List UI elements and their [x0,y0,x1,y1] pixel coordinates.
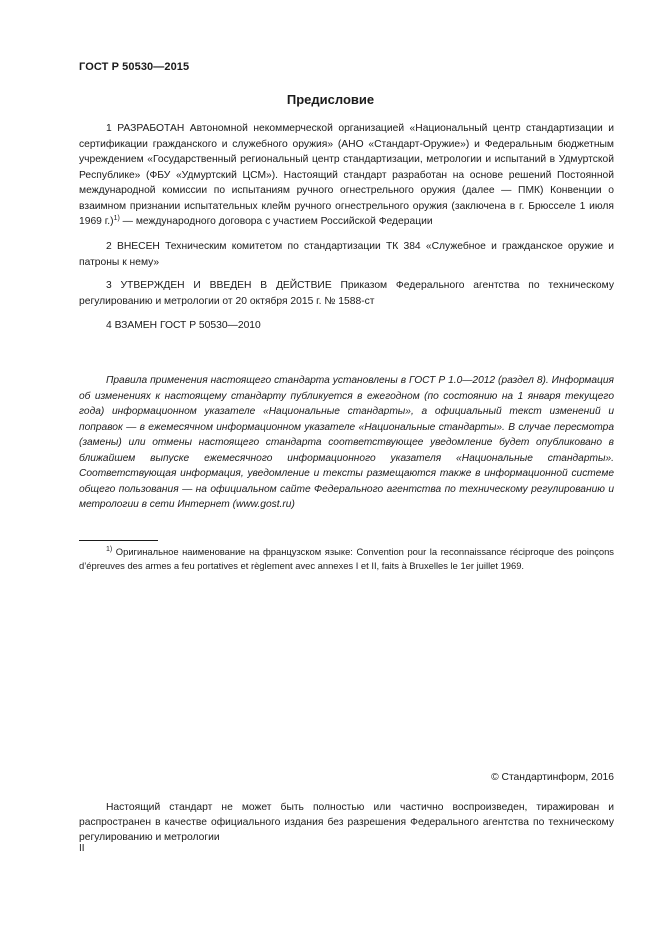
reproduction-notice-text: Настоящий стандарт не может быть полностью или частично воспроизведен, тиражирован и распространен в качестве официального издания без разрешения Федерального агентства по техническому регулированию и метрологии [79,802,614,843]
foreword-item-1-tail: — международного договора с участием Российской Федерации [119,216,433,227]
foreword-item-3-text: 3 УТВЕРЖДЕН И ВВЕДЕН В ДЕЙСТВИЕ Приказом Федерального агентства по техническому регулированию и метрологии от 20 октября 2015 г. № 1588-ст [79,280,614,307]
footnote-text: Оригинальное наименование на французском языке: Convention pour la reconnaissance réciproque des poinçons d’épreuves des armes a feu portatives et règlement avec annexes I et II, faits à Bruxelles le 1er juillet 1969. [79,546,614,571]
document-code-header: ГОСТ Р 50530—2015 [79,61,190,73]
foreword-item-2-text: 2 ВНЕСЕН Техническим комитетом по стандартизации ТК 384 «Служебное и гражданское оружие и патроны к нему» [79,241,614,268]
footnote-marker: 1) [106,546,113,553]
page-number: II [79,843,85,854]
foreword-item-1 [79,121,614,230]
foreword-item-4 [79,318,614,334]
foreword-item-3 [79,278,614,309]
copyright-notice: © Стандартинформ, 2016 [491,772,614,783]
footnote [79,545,614,573]
foreword-item-2 [79,239,614,270]
footnote-reference: 1) [113,215,120,222]
reproduction-notice [79,800,614,845]
page-title: Предисловие [286,92,375,107]
application-rules-notice [79,373,614,513]
application-rules-text: Правила применения настоящего стандарта установлены в ГОСТ Р 1.0—2012 (раздел 8). Информация об изменениях к настоящему стандарту публикуется в ежегодном (по состоянию на 1 января текущего года) информационном указателе «Национальные стандарты», а официальный текст изменений и поправок — в ежемесячном информационном указателе «Национальные стандарты». В случае пересмотра (замены) или отмены настоящего стандарта соответствующее уведомление будет опубликовано в ближайшем выпуске ежемесячного информационного указателя «Национальные стандарты». Соответствующая информация, уведомление и тексты размещаются также в информационной системе общего пользования — на официальном сайте Федерального агентства по техническому регулированию и метрологии в сети Интернет (www.gost.ru) [79,375,614,510]
foreword-item-4-text: 4 ВЗАМЕН ГОСТ Р 50530—2010 [106,320,261,331]
footnote-divider [79,540,158,541]
foreword-item-1-text: 1 РАЗРАБОТАН Автономной некоммерческой организацией «Национальный центр стандартизации и сертификации гражданского и служебного оружия» (АНО «Стандарт-Оружие») и Федеральным бюджетным учреждением «Государственный региональный центр стандартизации, метрологии и испытаний в Удмуртской Республике» (ФБУ «Удмуртский ЦСМ»). Настоящий стандарт разработан на основе решений Постоянной международной комиссии по испытаниям ручного огнестрельного оружия (далее — ПМК) Конвенции о взаимном признании испытательных клейм ручного огнестрельного оружия (заключена в г. Брюсселе 1 июля 1969 г.) [79,123,614,227]
